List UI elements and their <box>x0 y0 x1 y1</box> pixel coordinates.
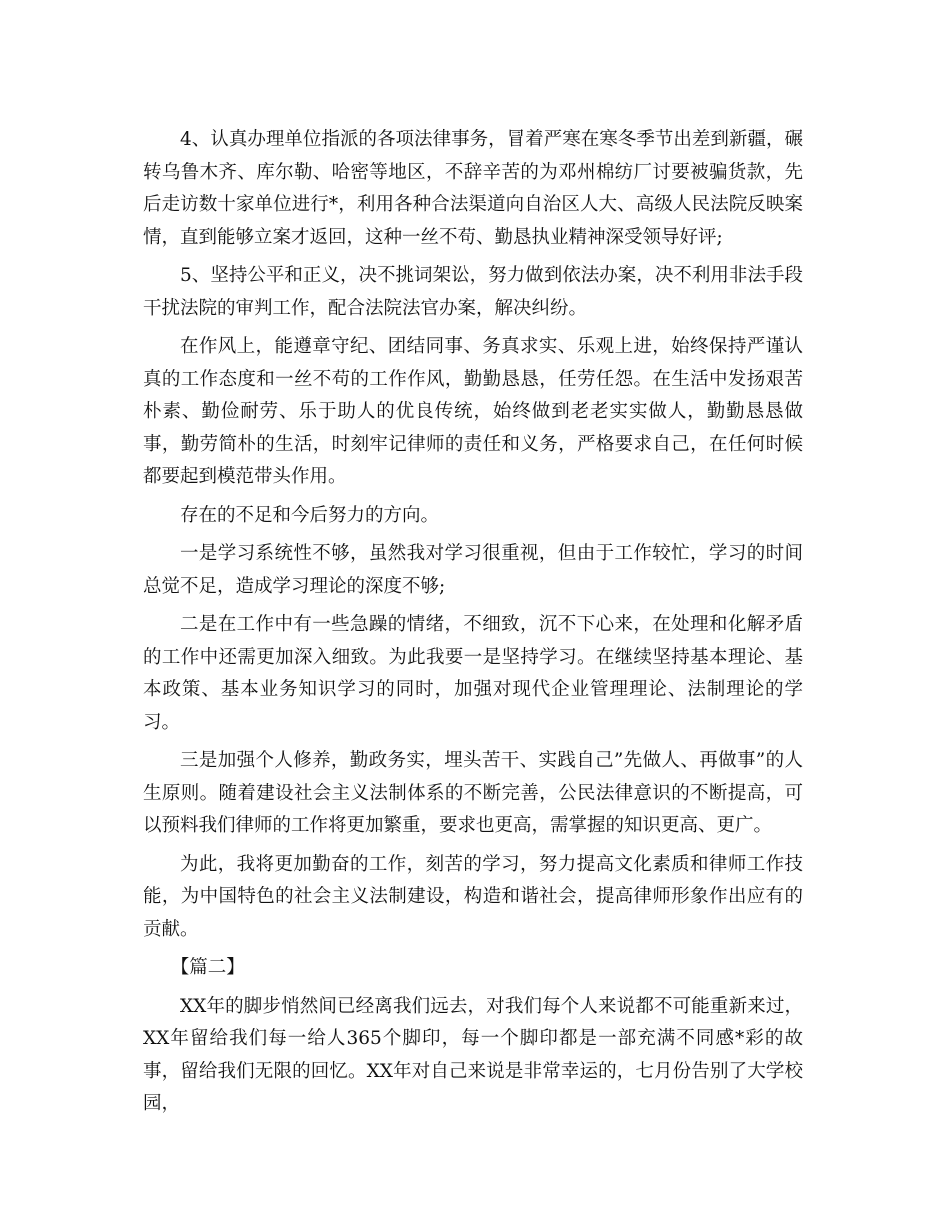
paragraph-shortcomings-heading: 存在的不足和今后努力的方向。 <box>180 504 440 526</box>
section-heading: 【篇二】 <box>170 957 245 978</box>
paragraph-shortcoming-3: 三是加强个人修养，勤政务实，埋头苦干、实践自己”先做人、再做事”的人生原则。随着建设社会主义法制体系的不断完善，公民法律意识的不断提高，可以预料我们律师的工作将更加繁重，要求也更高，需掌握的知识更高、更广。 <box>143 750 803 836</box>
paragraph-item-5: 5、坚持公平和正义，决不挑词架讼，努力做到依法办案，决不利用非法手段干扰法院的审判工作，配合法院法官办案，解决纠纷。 <box>143 265 803 319</box>
paragraph-part2-intro: XX年的脚步悄然间已经离我们远去，对我们每个人来说都不可能重新来过，XX年留给我们每一给人365个脚印，每一个脚印都是一部充满不同感*彩的故事，留给我们无限的回忆。XX年对自己来说是非常幸运的，七月份告别了大学校园， <box>143 995 803 1114</box>
paragraph-conclusion: 为此，我将更加勤奋的工作，刻苦的学习，努力提高文化素质和律师工作技能，为中国特色的社会主义法制建设，构造和谐社会，提高律师形象作出应有的贡献。 <box>143 853 803 940</box>
paragraph-shortcoming-2: 二是在工作中有一些急躁的情绪，不细致，沉不下心来，在处理和化解矛盾的工作中还需更加深入细致。为此我要一是坚持学习。在继续坚持基本理论、基本政策、基本业务知识学习的同时，加强对现代企业管理理论、法制理论的学习。 <box>143 614 803 733</box>
paragraph-item-4: 4、认真办理单位指派的各项法律事务，冒着严寒在寒冬季节出差到新疆，碾转乌鲁木齐、库尔勒、哈密等地区，不辞辛苦的为邓州棉纺厂讨要被骗货款，先后走访数十家单位进行*，利用各种合法渠道向自治区人大、高级人民法院反映案情，直到能够立案才返回，这种一丝不苟、勤恳执业精神深受领导好评; <box>143 129 803 248</box>
paragraph-shortcoming-1: 一是学习系统性不够，虽然我对学习很重视，但由于工作较忙，学习的时间总觉不足，造成学习理论的深度不够; <box>143 543 803 597</box>
paragraph-work-style: 在作风上，能遵章守纪、团结同事、务真求实、乐观上进，始终保持严谨认真的工作态度和一丝不苟的工作作风，勤勤恳恳，任劳任怨。在生活中发扬艰苦朴素、勤俭耐劳、乐于助人的优良传统，始终做到老老实实做人，勤勤恳恳做事，勤劳简朴的生活，时刻牢记律师的责任和义务，严格要求自己，在任何时候都要起到模范带头作用。 <box>143 336 803 487</box>
document-body <box>143 124 803 1127</box>
